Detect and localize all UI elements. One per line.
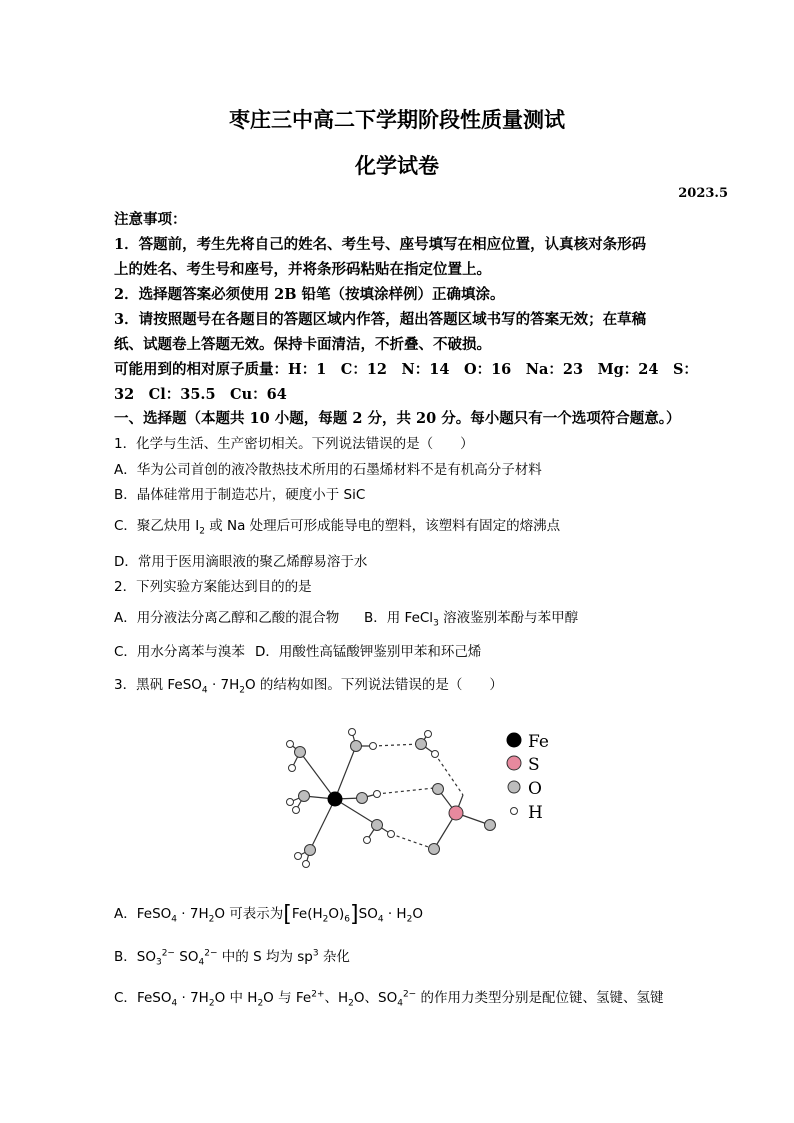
q3-stem: 3．黑矾 FeSO$_4$ · $7H_2O$ 的结构如图。下列说法错误的是（ ） — [114, 677, 503, 696]
molecule-structure-diagram — [260, 722, 560, 884]
note-3-line-1: 3．请按照题号在各题目的答题区域内作答，超出答题区域书写的答案无效；在草稿 — [114, 311, 647, 328]
note-1-line-2: 上的姓名、考生号和座号，并将条形码粘贴在指定位置上。 — [114, 261, 491, 278]
legend-o-label: O — [528, 779, 542, 799]
q1-option-d: D．常用于医用滴眼液的聚乙烯醇易溶于水 — [114, 554, 368, 570]
section-1-heading: 一、选择题（本题共 10 小题，每题 2 分，共 20 分。每小题只有一个选项符合题意。） — [114, 410, 681, 427]
legend-h-label: H — [528, 803, 543, 823]
q2-option-a: A．用分液法分离乙醇和乙酸的混合物 — [114, 610, 353, 626]
q2-option-c: C．用水分离苯与溴苯 — [114, 644, 245, 660]
q3-option-c: C．FeSO$_4$ · $7H_2O$ 中 $H_2O$ 与 $Fe^{2+}$、$H_2O$、$SO_4^{2-}$ 的作用力类型分别是配位键、氢键、氢键 — [114, 989, 664, 1009]
q3-option-b: B．$SO_3^{2-}$ $SO_4^{2-}$ 中的 S 均为 $sp^3$ 杂化 — [114, 948, 350, 968]
exam-date: 2023.5 — [678, 186, 728, 201]
q1-option-a: A．华为公司首创的液冷散热技术所用的石墨烯材料不是有机高分子材料 — [114, 462, 542, 478]
q1-option-c: C．聚乙炔用 $I_2$ 或 Na 处理后可形成能导电的塑料，该塑料有固定的熔沸点 — [114, 518, 561, 537]
atomic-mass-line-1: 可能用到的相对原子质量：H：1 C：12 N：14 O：16 Na：23 Mg：24 S： — [114, 361, 698, 378]
q3-option-a: A．FeSO$_4$ · $7H_2O$ 可表示为$[Fe(H_2O)_6]SO_4 \cdot H_2O$ — [114, 902, 423, 927]
q2-option-b: B．用 FeCl$_3$ 溶液鉴别苯酚与苯甲醇 — [364, 610, 579, 629]
note-1-line-1: 1．答题前，考生先将自己的姓名、考生号、座号填写在相应位置，认真核对条形码 — [114, 236, 647, 253]
legend-fe-label: Fe — [528, 732, 549, 752]
q2-option-d: D．用酸性高锰酸钾鉴别甲苯和环己烯 — [255, 644, 482, 660]
q1-option-b: B．晶体硅常用于制造芯片，硬度小于 SiC — [114, 487, 366, 503]
note-2: 2．选择题答案必须使用 2B 铅笔（按填涂样例）正确填涂。 — [114, 286, 505, 303]
q2-stem: 2．下列实验方案能达到目的的是 — [114, 579, 312, 595]
q1-stem: 1．化学与生活、生产密切相关。下列说法错误的是（ ） — [114, 436, 474, 452]
notes-heading: 注意事项： — [114, 211, 187, 228]
page-subtitle: 化学试卷 — [355, 153, 439, 178]
page-title: 枣庄三中高二下学期阶段性质量测试 — [229, 107, 565, 132]
legend-s-label: S — [528, 755, 540, 775]
note-3-line-2: 纸、试题卷上答题无效。保持卡面清洁，不折叠、不破损。 — [114, 336, 491, 353]
atomic-mass-line-2: 32 Cl：35.5 Cu：64 — [114, 386, 287, 403]
